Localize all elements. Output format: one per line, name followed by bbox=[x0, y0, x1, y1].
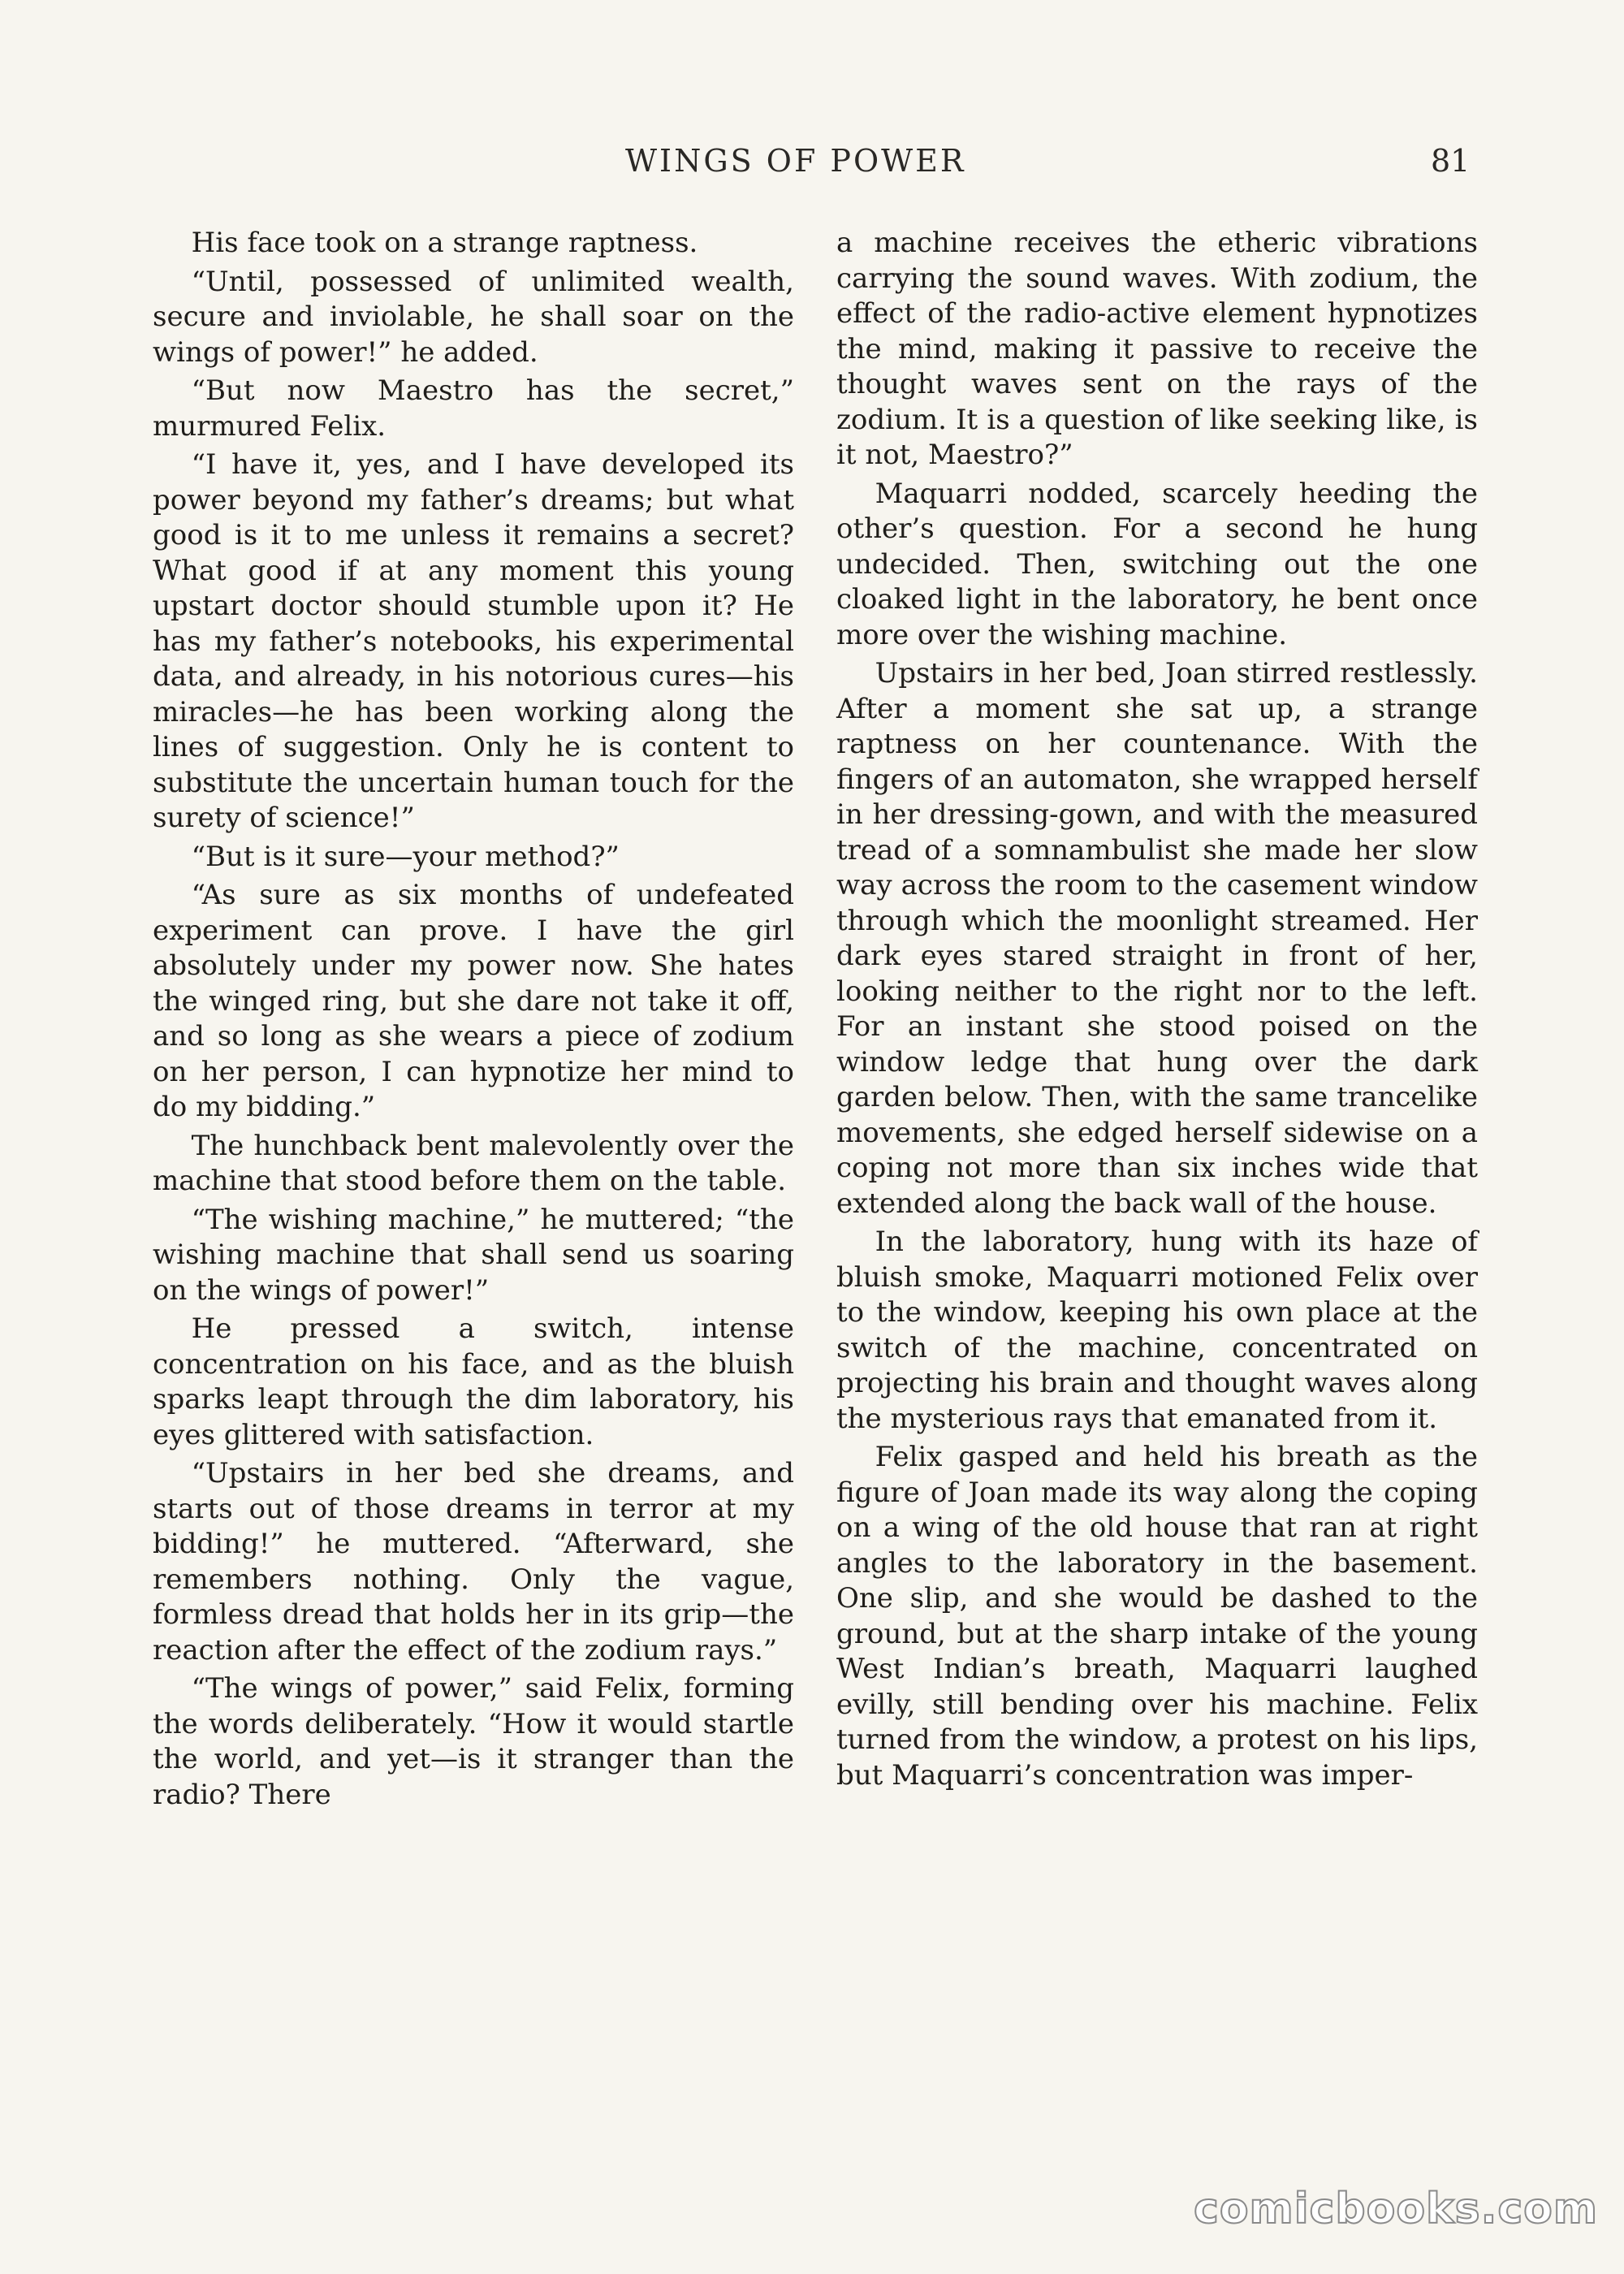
paragraph: Maquarri nodded, scarcely heeding the other’s question. For a second he hung undecided. Then, switching out the one cloaked light in the laboratory, he bent once more over the wishing machine. bbox=[836, 477, 1478, 651]
left-column bbox=[153, 226, 794, 1816]
paragraph: “But now Maestro has the secret,” murmured Felix. bbox=[153, 374, 794, 443]
right-column bbox=[836, 226, 1478, 1796]
paragraph: “As sure as six months of undefeated experiment can prove. I have the girl absolutely under my power now. She hates the winged ring, but she dare not take it off, and so long as she wears a piece of zodium on her person, I can hypnotize her mind to do my bidding.” bbox=[153, 879, 794, 1123]
paragraph: He pressed a switch, intense concentration on his face, and as the bluish sparks leapt through the dim laboratory, his eyes glittered with satisfaction. bbox=[153, 1312, 794, 1451]
paragraph: His face took on a strange raptness. bbox=[191, 227, 698, 259]
running-head bbox=[0, 143, 1624, 184]
paragraph: The hunchback bent malevolently over the machine that stood before them on the table. bbox=[153, 1129, 794, 1197]
paragraph: In the laboratory, hung with its haze of bluish smoke, Maquarri motioned Felix over to the window, keeping his own place at the switch of the machine, concentrated on projecting his brain and thought waves along the mysterious rays that emanated from it. bbox=[836, 1226, 1478, 1435]
paragraph: “But is it sure—your method?” bbox=[191, 840, 620, 873]
paragraph: “The wings of power,” said Felix, forming the words deliberately. “How it would startle the world, and yet—is it stranger than the radio? There bbox=[153, 1672, 794, 1811]
watermark-logo: comicbooks.com bbox=[1194, 2185, 1599, 2233]
paragraph: Felix gasped and held his breath as the figure of Joan made its way along the coping on a wing of the old house that ran at right angles to the laboratory in the basement. One slip, and she would be dashed to the ground, but at the sharp intake of the young West Indian’s breath, Maquarri laughed evilly, still bending over his machine. Felix turned from the window, a protest on his lips, but Maquarri’s concentration was imper- bbox=[836, 1441, 1478, 1792]
paragraph: “I have it, yes, and I have developed its power beyond my father’s dreams; but what good is it to me unless it remains a secret? What good if at any moment this young upstart doctor should stumble upon it? He has my father’s notebooks, his experimental data, and already, in his notorious cures—his miracles—he has been working along the lines of suggestion. Only he is content to substitute the uncertain human touch for the surety of science!” bbox=[153, 448, 794, 834]
running-title: WINGS OF POWER bbox=[625, 143, 966, 179]
paragraph: Upstairs in her bed, Joan stirred restlessly. After a moment she sat up, a strange raptness on her countenance. With the fingers of an automaton, she wrapped herself in her dressing-gown, and with the measured tread of a somnambulist she made her slow way across the room to the casement window through which the moonlight streamed. Her dark eyes stared straight in front of her, looking neither to the right nor to the left. For an instant she stood poised on the window ledge that hung over the dark garden below. Then, with the same trancelike movements, she edged herself sidewise on a coping not more than six inches wide that extended along the back wall of the house. bbox=[836, 657, 1478, 1220]
paragraph: “Until, possessed of unlimited wealth, secure and inviolable, he shall soar on the wings of power!” he added. bbox=[153, 265, 794, 369]
paragraph: “The wishing machine,” he muttered; “the wishing machine that shall send us soaring on the wings of power!” bbox=[153, 1203, 794, 1307]
paragraph-continued: a machine receives the etheric vibrations carrying the sound waves. With zodium, the effect of the radio-active element hypnotizes the mind, making it passive to receive the thought waves sent on the rays of the zodium. It is a question of like seeking like, is it not, Maestro?” bbox=[836, 227, 1478, 471]
paragraph: “Upstairs in her bed she dreams, and starts out of those dreams in terror at my bidding!” he muttered. “Afterward, she remembers nothing. Only the vague, formless dread that holds her in its grip—the reaction after the effect of the zodium rays.” bbox=[153, 1457, 794, 1667]
page-number: 81 bbox=[1431, 143, 1471, 179]
